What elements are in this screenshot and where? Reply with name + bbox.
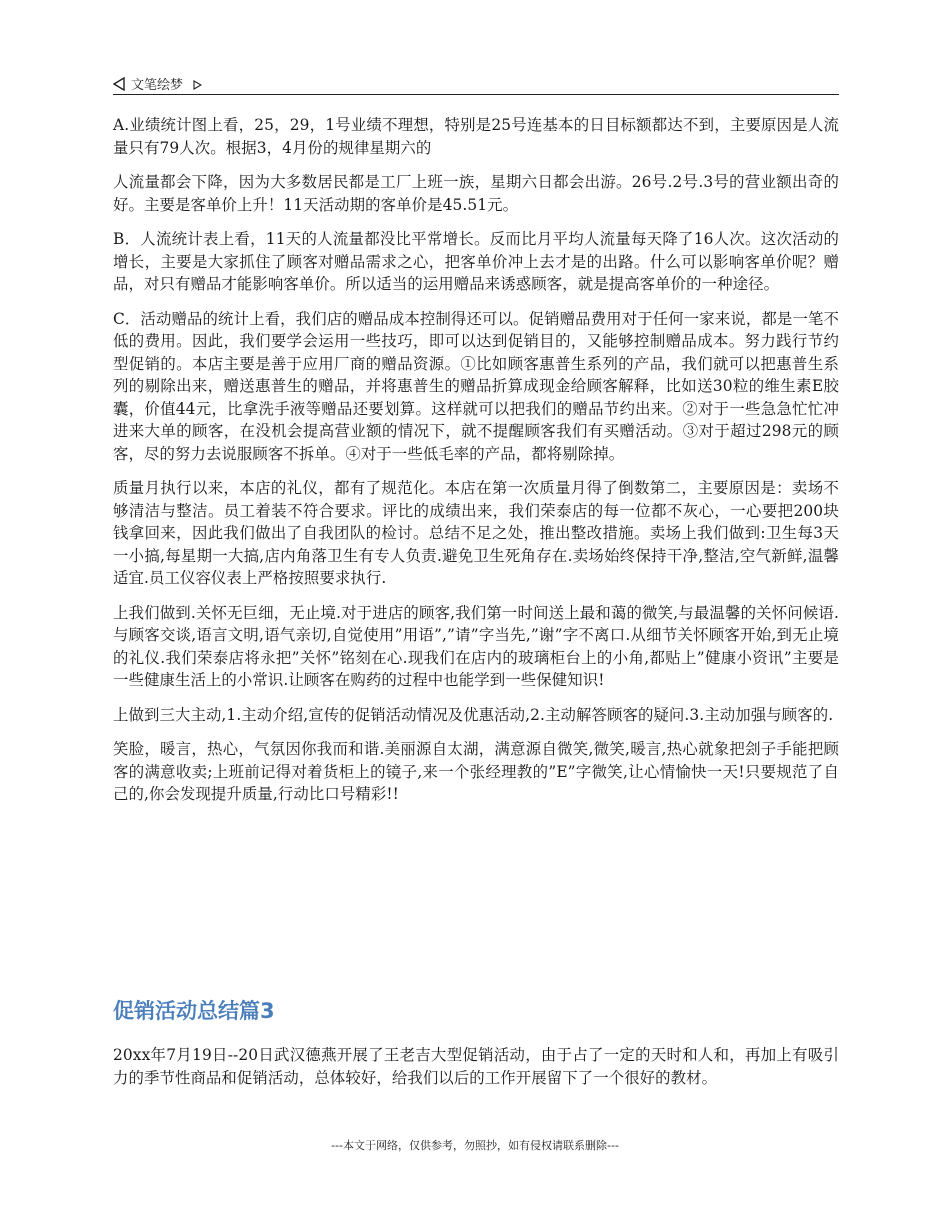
paragraph-c: C．活动赠品的统计上看，我们店的赠品成本控制得还可以。促销赠品费用对于任何一家来说，都是一笔不低的费用。因此，我们要学会运用一些技巧，即可以达到促销目的，又能够控制赠品成本。努力践行节约型促销的。本店主要是善于应用厂商的赠品资源。①比如顾客惠普生系列的产品，我们就可以把惠普生系列的剔除出来，赠送惠普生的赠品，并将惠普生的赠品折算成现金给顾客解释，比如送30粒的维生素E胶囊，价值44元，比拿洗手液等赠品还要划算。这样就可以把我们的赠品节约出来。②对于一些急急忙忙冲进来大单的顾客，在没机会提高营业额的情况下，就不提醒顾客我们有买赠活动。③对于超过298元的顾客，尽的努力去说服顾客不拆单。④对于一些低毛率的产品，都将剔除掉。 (113, 309, 839, 463)
paragraph-b: B．人流统计表上看，11天的人流量都没比平常增长。反而比月平均人流量每天降了16人次。这次活动的增长，主要是大家抓住了顾客对赠品需求之心，把客单价冲上去才是的出路。什么可以影响客单价呢？赠品，对只有赠品才能影响客单价。所以适当的运用赠品来诱惑顾客，就是提高客单价的一种途径。 (113, 230, 839, 293)
paragraph-a: A.业绩统计图上看，25，29，1号业绩不理想，特别是25号连基本的日目标额都达不到，主要原因是人流量只有79人次。根据3，4月份的规律星期六的 (113, 116, 839, 157)
section-paragraph: 20xx年7月19日--20日武汉德燕开展了王老吉大型促销活动，由于占了一定的天时和人和，再加上有吸引力的季节性商品和促销活动，总体较好，给我们以后的工作开展留下了一个很好的教材。 (113, 1046, 839, 1087)
footer-disclaimer: ---本文于网络，仅供参考，勿照抄，如有侵权请联系删除--- (331, 1139, 619, 1152)
paragraph-three-initiatives: 上做到三大主动,1.主动介绍,宣传的促销活动情况及优惠活动,2.主动解答顾客的疑问.3.主动加强与顾客的. (113, 705, 834, 724)
section-body (113, 1044, 839, 1101)
paragraph-a-continued: 人流量都会下降，因为大多数居民都是工厂上班一族，星期六日都会出游。26号.2号.3号的营业额出奇的好。主要是客单价上升！11天活动期的客单价是45.51元。 (113, 173, 839, 214)
brand-name: 文笔绘梦 (131, 77, 184, 93)
paragraph-care: 上我们做到.关怀无巨细，无止境.对于进店的顾客,我们第一时间送上最和蔼的微笑,与最温馨的关怀问候语.与顾客交谈,语言文明,语气亲切,自觉使用”用语”,”请”字当先,”谢”字不离口.从细节关怀顾客开始,到无止境的礼仪.我们荣泰店将永把”关怀”铭刻在心.现我们在店内的玻璃柜台上的小角,都贴上”健康小资讯”主要是一些健康生活上的小常识.让顾客在购药的过程中也能学到一些保健知识! (113, 603, 839, 689)
play-icon[interactable] (193, 75, 202, 85)
paragraph-quality-month: 质量月执行以来，本店的礼仪，都有了规范化。本店在第一次质量月得了倒数第二，主要原因是：卖场不够清洁与整洁。员工着装不符合要求。评比的成绩出来，我们荣泰店的每一位都不灰心，一心要把200块钱拿回来，因此我们做出了自我团队的检讨。总结不足之处，推出整改措施。卖场上我们做到:卫生每3天一小搞,每星期一大搞,店内角落卫生有专人负责.避免卫生死角存在.卖场始终保持干净,整洁,空气新鲜,温馨适宜.员工仪容仪表上严格按照要求执行. (113, 479, 839, 587)
document-header (113, 72, 839, 95)
back-arrow-icon[interactable] (113, 76, 125, 90)
section-heading: 促销活动总结篇3 (113, 999, 275, 1023)
document-body (113, 114, 839, 818)
paragraph-smile: 笑脸，暖言，热心，气氛因你我而和谐.美丽源自太湖，满意源自微笑,微笑,暖言,热心就象把刽子手能把顾客的满意收卖;上班前记得对着货柜上的镜子,来一个张经理教的”E”字微笑,让心情愉快一天!只要规范了自己的,你会发现提升质量,行动比口号精彩!! (113, 740, 839, 803)
